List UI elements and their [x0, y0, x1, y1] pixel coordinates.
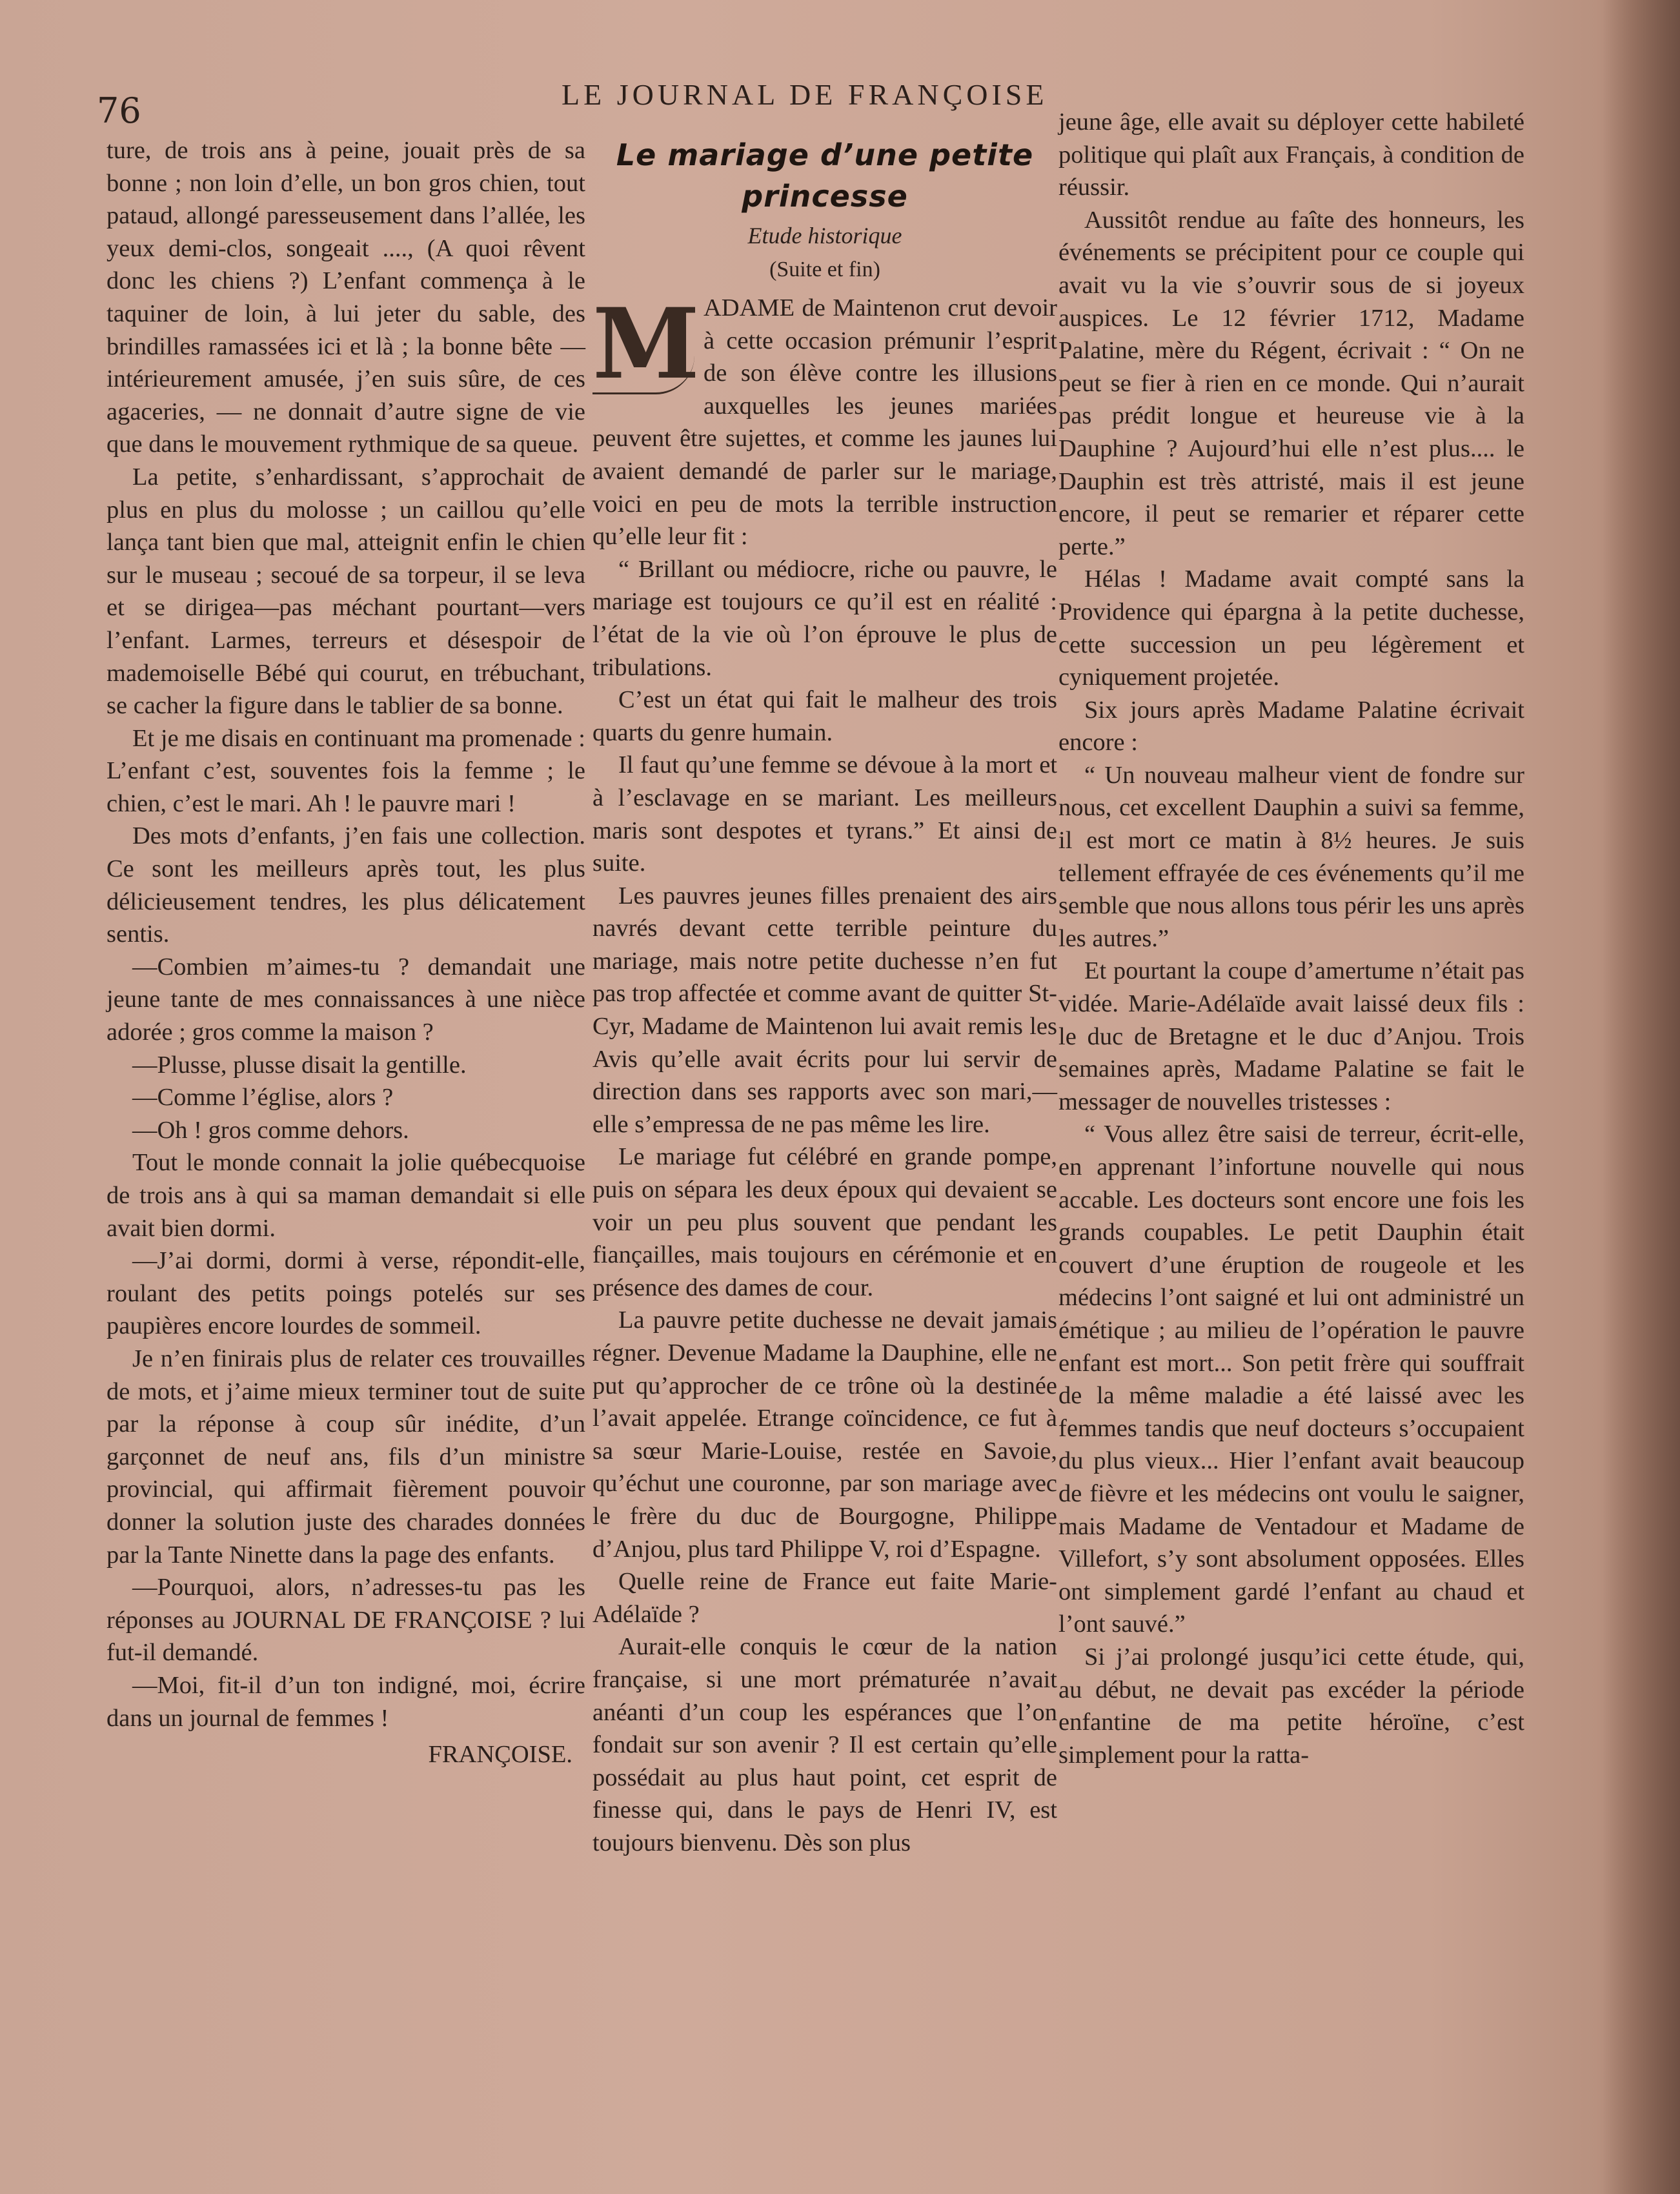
paragraph: Le mariage fut célébré en grande pompe, puis on sépara les deux époux qui devaient se voir un peu plus souvent que pendant les fiançailles, mais toujours en cérémonie et en présence des dames de cour. — [592, 1143, 1057, 1301]
page-binding-shadow — [1603, 0, 1680, 2194]
paragraph: La pauvre petite duchesse ne devait jamais régner. Devenue Madame la Dauphine, elle ne put qu’approcher de ce trône où la destinée l’avait appelée. Etrange coïncidence, ce fut à sa sœur Marie-Louise, restée en Savoie, qu’échut une couronne, par son mariage avec le frère du duc de Bourgogne, Philippe d’Anjou, plus tard Philippe V, roi d’Espagne. — [592, 1306, 1057, 1563]
paragraph: “ Vous allez être saisi de terreur, écrit-elle, en apprenant l’infortune nouvelle qui nous accable. Les docteurs sont encore une fois les grands coupables. Le petit Dauphin était couvert d’une éruption de rougeole et les médecins l’ont saigné et lui ont administré un émétique ; au milieu de l’opération le pauvre enfant est mort... Son petit frère qui souffrait de la même maladie a été laissé avec les femmes tandis que neuf docteurs s’occupaient du plus vieux... Hier l’enfant avait beaucoup de fièvre et les médecins ont voulu le saigner, mais Madame de Ventadour et Madame de Villefort, s’y sont absolument opposées. Elles ont simplement gardé l’enfant au chaud et l’ont sauvé.” — [1058, 1121, 1524, 1638]
page-number: 76 — [97, 90, 141, 131]
paragraph: Hélas ! Madame avait compté sans la Providence qui épargna à la petite duchesse, cette succession un peu légèrement et cyniquement projetée. — [1058, 565, 1524, 691]
paragraph: Je n’en finirais plus de relater ces trouvailles de mots, et j’aime mieux terminer tout de suite par la réponse à coup sûr inédite, d’un garçonnet de neuf ans, fils d’un ministre provincial, qui affirmait fièrement pouvoir donner la solution juste des charades données par la Tante Ninette dans la page des enfants. — [106, 1345, 585, 1569]
paragraph: Il faut qu’une femme se dévoue à la mort et à l’esclavage en se mariant. Les meilleurs maris sont despotes et tyrans.” Et ainsi de suite. — [592, 751, 1057, 877]
paragraph: —Plusse, plusse disait la gentille. — [132, 1051, 467, 1079]
paragraph: —Oh ! gros comme dehors. — [132, 1116, 409, 1144]
paragraph: Aussitôt rendue au faîte des honneurs, les événements se précipitent pour ce couple qui avait vu la vie s’ouvrir sous de si joyeux auspices. Le 12 février 1712, Madame Palatine, mère du Régent, écrivait : “ On ne peut se fier à rien en ce monde. Qui n’aurait pas prédit longue et heureuse vie à la Dauphine ? Aujourd’hui elle n’est plus.... le Dauphin est très attristé, mais il est jeune encore, il peut se remarier et réparer cette perte.” — [1058, 206, 1524, 560]
paragraph: Six jours après Madame Palatine écrivait encore : — [1058, 696, 1524, 757]
paragraph: “ Brillant ou médiocre, riche ou pauvre, le mariage est toujours ce qu’il est en réalité : l’état de la vie où l’on éprouve le plus de tribulations. — [592, 555, 1057, 681]
article-continuation-note: (Suite et fin) — [769, 258, 880, 281]
drop-cap: M — [592, 287, 700, 401]
paragraph-text: ADAME de Maintenon crut devoir à cette occasion prémunir l’esprit de son élève contre les illusions auxquelles les jeunes mariées peuvent être sujettes, et comme les jaunes lui avaient demandé de parler sur le mariage, voici en peu de mots la terrible instruction qu’elle leur fit : — [592, 294, 1057, 551]
paragraph: ture, de trois ans à peine, jouait près de sa bonne ; non loin d’elle, un bon gros chien, tout pataud, allongé paresseusement dans l’allée, les yeux demi-clos, songeait ...., (A quoi rêvent donc les chiens ?) L’enfant commença à le taquiner de loin, à lui jeter du sable, des brindilles ramassées ici et là ; la bonne bête — intérieurement amusée, j’en suis sûre, de ces agaceries, — ne donnait d’autre signe de vie que dans le mouvement rythmique de sa queue. — [106, 137, 585, 458]
column-3 — [1058, 106, 1524, 1771]
article-title: Le mariage d’une petite princesse — [616, 137, 1034, 214]
column-1 — [106, 134, 585, 1771]
paragraph: Des mots d’enfants, j’en fais une collection. Ce sont les meilleurs après tout, les plus délicieusement tendres, les plus délicatement sentis. — [106, 822, 585, 948]
paragraph: “ Un nouveau malheur vient de fondre sur nous, cet excellent Dauphin a suivi sa femme, il est mort ce matin à 8½ heures. Je suis tellement effrayée de ces événements qu’il me semble que nous allons tous périr les uns après les autres.” — [1058, 761, 1524, 952]
paragraph: —Comme l’église, alors ? — [132, 1084, 394, 1112]
paragraph: Si j’ai prolongé jusqu’ici cette étude, qui, au début, ne devait pas excéder la période enfantine de ma petite héroïne, c’est simplement pour la ratta- — [1058, 1643, 1524, 1769]
paragraph: La petite, s’enhardissant, s’approchait de plus en plus du molosse ; un caillou qu’elle lança tant bien que mal, atteignit enfin le chien sur le museau ; secoué de sa torpeur, il se leva et se dirigea—pas méchant pourtant—vers l’enfant. Larmes, terreurs et désespoir de mademoiselle Bébé qui courut, en trébuchant, se cacher la figure dans le tablier de sa bonne. — [106, 463, 585, 720]
paragraph: —Moi, fit-il d’un ton indigné, moi, écrire dans un journal de femmes ! — [106, 1671, 585, 1732]
paragraph: Quelle reine de France eut faite Marie-Adélaïde ? — [592, 1568, 1057, 1628]
running-title: LE JOURNAL DE FRANÇOISE — [562, 78, 1048, 111]
paragraph: —Pourquoi, alors, n’adresses-tu pas les réponses au JOURNAL DE FRANÇOISE ? lui fut-il demandé. — [106, 1574, 585, 1667]
author-signature: FRANÇOISE. — [428, 1741, 572, 1769]
column-2 — [592, 134, 1057, 1860]
paragraph: —Combien m’aimes-tu ? demandait une jeune tante de mes connaissances à une nièce adorée ; gros comme la maison ? — [106, 953, 585, 1046]
article-subtitle: Etude historique — [747, 223, 902, 249]
paragraph: Aurait-elle conquis le cœur de la nation française, si une mort prématurée n’avait anéanti d’un coup les espérances que l’on fondait sur son avenir ? Il est certain qu’elle possédait au plus haut point, cet esprit de finesse qui, dans le pays de Henri IV, est toujours bienvenu. Dès son plus — [592, 1633, 1057, 1856]
paragraph: C’est un état qui fait le malheur des trois quarts du genre humain. — [592, 686, 1057, 746]
paragraph: Et pourtant la coupe d’amertume n’était pas vidée. Marie-Adélaïde avait laissé deux fils : le duc de Bretagne et le duc d’Anjou. Trois semaines après, Madame Palatine se fait le messager de nouvelles tristesses : — [1058, 957, 1524, 1115]
paragraph: Tout le monde connait la jolie québecquoise de trois ans à qui sa maman demandait si elle avait bien dormi. — [106, 1149, 585, 1242]
paragraph: Les pauvres jeunes filles prenaient des airs navrés devant cette terrible peinture du mariage, mais notre petite duchesse n’en fut pas trop affectée et comme avant de quitter St-Cyr, Madame de Maintenon lui avait remis les Avis qu’elle avait écrits pour lui servir de direction dans ses rapports avec son mari,—elle s’empressa de ne pas même les lire. — [592, 882, 1057, 1138]
paragraph — [592, 287, 1057, 553]
paragraph: jeune âge, elle avait su déployer cette habileté politique qui plaît aux Français, à condition de réussir. — [1058, 108, 1524, 201]
paragraph: —J’ai dormi, dormi à verse, répondit-elle, roulant des petits poings potelés sur ses paupières encore lourdes de sommeil. — [106, 1247, 585, 1340]
paragraph: Et je me disais en continuant ma promenade : L’enfant c’est, souventes fois la femme ; le chien, c’est le mari. Ah ! le pauvre mari ! — [106, 724, 585, 817]
